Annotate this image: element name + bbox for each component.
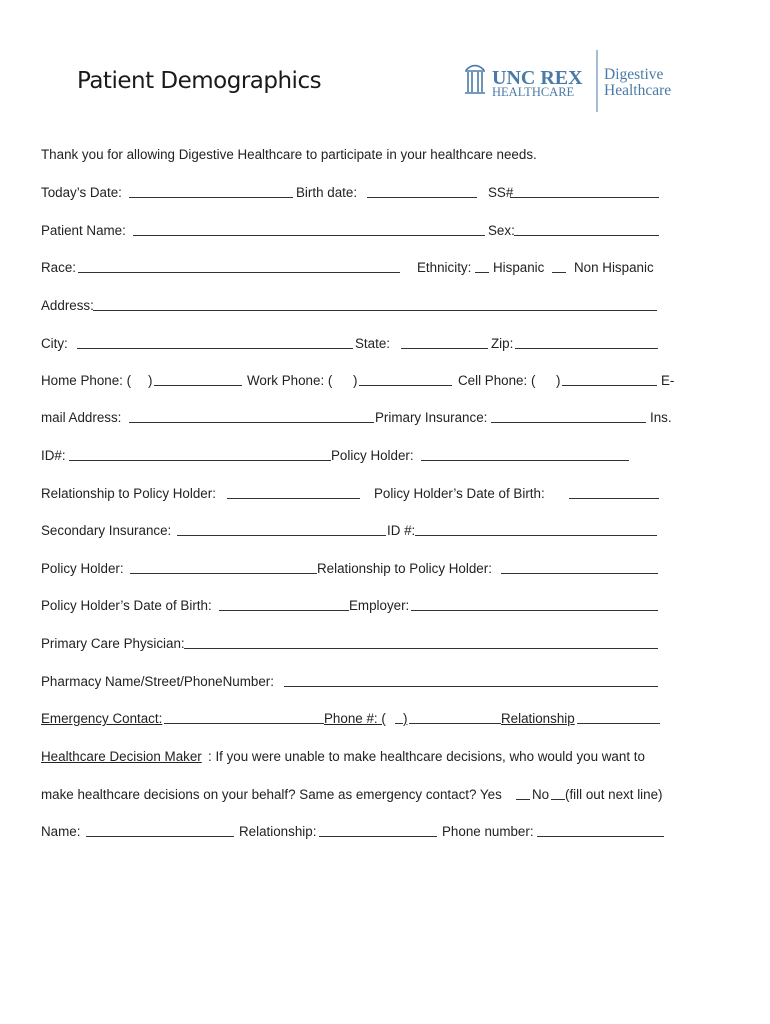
cell-phone-label: Cell Phone: ( [458, 373, 536, 388]
name-field[interactable] [86, 823, 234, 837]
logo-sub: HEALTHCARE [492, 85, 575, 99]
policy-holder-field[interactable] [421, 447, 629, 461]
policy-holder-dob-label: Policy Holder’s Date of Birth: [374, 486, 545, 501]
yes-checkbox[interactable] [516, 786, 530, 800]
intro-text: Thank you for allowing Digestive Healthcare to participate in your healthcare needs. [41, 147, 537, 162]
relationship-policy2-label: Relationship to Policy Holder: [317, 561, 492, 576]
id2-label: ID #: [387, 523, 416, 538]
work-phone-field[interactable] [359, 372, 452, 386]
policy-holder-label: Policy Holder: [331, 448, 414, 463]
city-label: City: [41, 336, 68, 351]
policy-holder-dob-field[interactable] [569, 485, 659, 499]
relationship-field[interactable] [577, 710, 660, 724]
id2-field[interactable] [415, 522, 657, 536]
pharmacy-label: Pharmacy Name/Street/PhoneNumber: [41, 674, 274, 689]
primary-insurance-label: Primary Insurance: [375, 410, 488, 425]
phone-area-field[interactable] [395, 710, 403, 724]
hispanic-label: Hispanic [493, 260, 545, 275]
state-field[interactable] [401, 335, 488, 349]
relationship-policy-label: Relationship to Policy Holder: [41, 486, 216, 501]
home-phone-paren: ) [148, 373, 153, 388]
city-field[interactable] [77, 335, 353, 349]
hdm-text: : If you were unable to make healthcare decisions, who would you want to [208, 749, 645, 764]
id-field[interactable] [69, 447, 331, 461]
non-hispanic-label: Non Hispanic [574, 260, 654, 275]
fill-out-label: (fill out next line) [565, 787, 663, 802]
secondary-insurance-label: Secondary Insurance: [41, 523, 172, 538]
phone-hash-label: Phone #: ( [324, 711, 386, 726]
relationship-label: Relationship [501, 711, 575, 726]
race-field[interactable] [78, 259, 400, 273]
primary-insurance-field[interactable] [491, 409, 646, 423]
address-label: Address: [41, 298, 94, 313]
employer-field[interactable] [411, 597, 658, 611]
zip-label: Zip: [491, 336, 514, 351]
pcp-label: Primary Care Physician: [41, 636, 185, 651]
todays-date-field[interactable] [129, 184, 293, 198]
relationship-policy-field[interactable] [227, 485, 360, 499]
sex-field[interactable] [514, 222, 659, 236]
patient-name-label: Patient Name: [41, 223, 126, 238]
home-phone-label: Home Phone: ( [41, 373, 132, 388]
id-label: ID#: [41, 448, 66, 463]
employer-label: Employer: [349, 598, 410, 613]
cell-phone-paren: ) [556, 373, 561, 388]
secondary-insurance-field[interactable] [177, 522, 386, 536]
old-well-icon [465, 66, 485, 94]
unc-rex-logo [462, 48, 692, 114]
todays-date-label: Today’s Date: [41, 185, 122, 200]
hispanic-checkbox[interactable] [475, 259, 489, 273]
relationship2-field[interactable] [319, 823, 437, 837]
emergency-contact-field[interactable] [164, 710, 324, 724]
phone-field[interactable] [409, 710, 501, 724]
email-label: mail Address: [41, 410, 122, 425]
no-checkbox[interactable] [551, 786, 565, 800]
pcp-field[interactable] [184, 635, 658, 649]
logo-name: UNC REX [492, 67, 583, 89]
zip-field[interactable] [515, 335, 658, 349]
cell-phone-field[interactable] [562, 372, 657, 386]
phone-number-field[interactable] [537, 823, 664, 837]
policy-holder-dob2-label: Policy Holder’s Date of Birth: [41, 598, 212, 613]
ethnicity-label: Ethnicity: [417, 260, 472, 275]
no-label: No [532, 787, 550, 802]
name-label: Name: [41, 824, 81, 839]
policy-holder2-label: Policy Holder: [41, 561, 124, 576]
birth-date-label: Birth date: [296, 185, 358, 200]
emergency-contact-label: Emergency Contact: [41, 711, 163, 726]
work-phone-paren: ) [353, 373, 358, 388]
home-phone-field[interactable] [154, 372, 242, 386]
birth-date-field[interactable] [367, 184, 477, 198]
pharmacy-field[interactable] [284, 673, 658, 687]
non-hispanic-checkbox[interactable] [552, 259, 566, 273]
page-title: Patient Demographics [77, 68, 322, 94]
address-field[interactable] [93, 297, 657, 311]
state-label: State: [355, 336, 390, 351]
relationship-policy2-field[interactable] [501, 560, 658, 574]
policy-holder2-field[interactable] [130, 560, 317, 574]
logo-division-2: Healthcare [604, 82, 672, 99]
work-phone-label: Work Phone: ( [247, 373, 333, 388]
policy-holder-dob2-field[interactable] [219, 597, 349, 611]
email-prefix: E- [661, 373, 675, 388]
phone-paren: ) [403, 711, 408, 726]
sex-label: Sex: [488, 223, 515, 238]
hdm-text2: make healthcare decisions on your behalf? Same as emergency contact? Yes [41, 787, 502, 802]
ss-field[interactable] [510, 184, 659, 198]
ins-label: Ins. [650, 410, 672, 425]
email-field[interactable] [129, 409, 374, 423]
logo-division-1: Digestive [604, 66, 664, 83]
patient-name-field[interactable] [133, 222, 485, 236]
phone-number-label: Phone number: [442, 824, 534, 839]
relationship2-label: Relationship: [239, 824, 317, 839]
race-label: Race: [41, 260, 76, 275]
hdm-label: Healthcare Decision Maker [41, 749, 202, 764]
ss-label: SS# [488, 185, 514, 200]
